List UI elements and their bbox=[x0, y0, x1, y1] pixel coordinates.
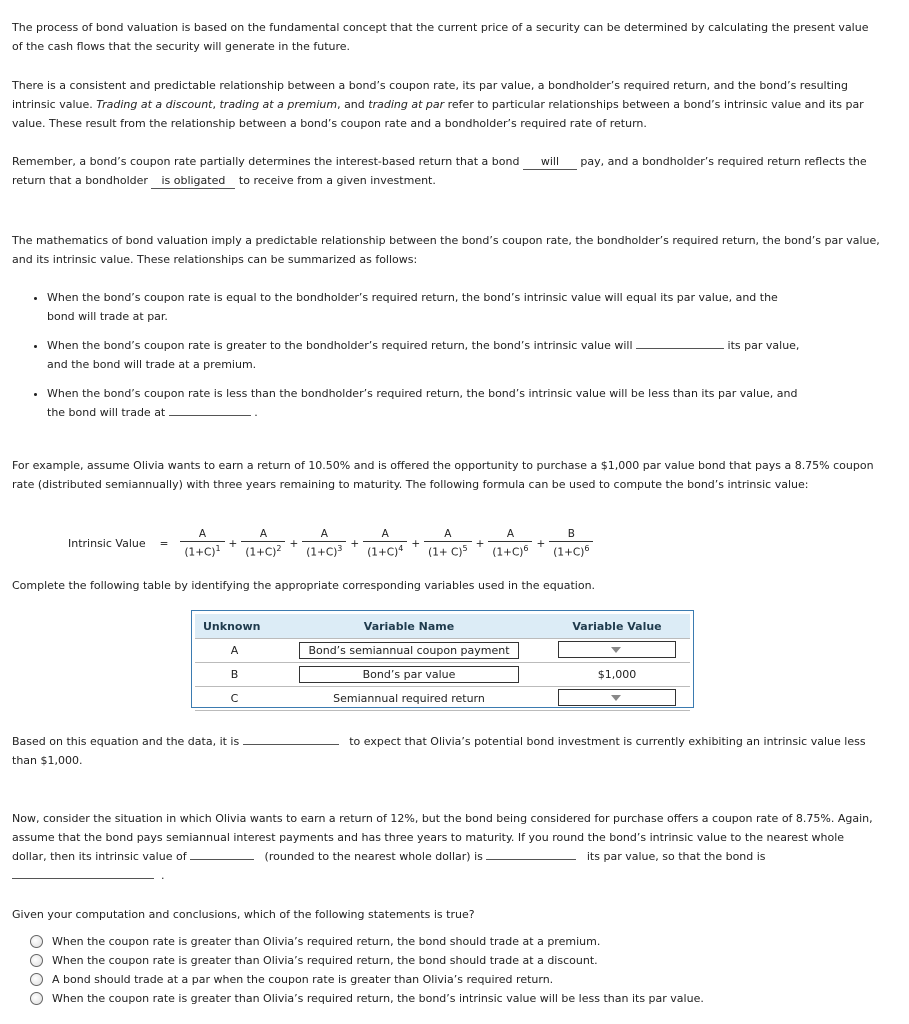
dropdown-arrow-icon bbox=[611, 647, 621, 653]
variable-value-dropdown[interactable] bbox=[558, 689, 676, 706]
comparison-dropdown[interactable] bbox=[486, 859, 576, 860]
complete-instruction: Complete the following table by identifying the appropriate corresponding variables used in the equation. bbox=[12, 579, 596, 592]
now-paragraph: Now, consider the situation in which Olivia wants to earn a return of 12%, but the bond being considered for purchase offers a coupon rate of 8.75%. Again, assume that the bond pays semiannual interest payments and has three years to maturity. If you round the bond’s intrinsic value to the nearest whole dollar, then its intrinsic value of (rounded to the nearest whole dollar) is its par value, so that the bond is . bbox=[12, 812, 873, 882]
trading-status-dropdown[interactable] bbox=[12, 878, 154, 879]
option-2[interactable]: When the coupon rate is greater than Olivia’s required return, the bond should trade at a discount. bbox=[30, 951, 900, 970]
term-numerator: A bbox=[424, 528, 471, 542]
plus-sign: + bbox=[350, 537, 360, 550]
variable-name: Semiannual required return bbox=[274, 687, 544, 711]
header-unknown: Unknown bbox=[195, 614, 274, 639]
term-denominator: $(1+C)^1$ bbox=[184, 544, 221, 559]
intrinsic-value-dropdown[interactable] bbox=[190, 859, 254, 860]
plus-sign: + bbox=[228, 537, 238, 550]
term-numerator: A bbox=[302, 528, 346, 542]
radio-button[interactable] bbox=[30, 992, 43, 1005]
formula-term bbox=[243, 528, 283, 560]
term-numerator: A bbox=[180, 528, 224, 542]
remember-paragraph: Remember, a bond’s coupon rate partially determines the interest-based return that a bond will pay, and a bondholder’s required return reflects the return that a bondholder is obligated to receive from a given investment. bbox=[12, 155, 867, 187]
option-4[interactable]: When the coupon rate is greater than Olivia’s required return, the bond’s intrinsic value will be less than its par value. bbox=[30, 989, 900, 1008]
question-text: Given your computation and conclusions, which of the following statements is true? bbox=[12, 908, 475, 921]
term-denominator: $(1+C)^4$ bbox=[367, 544, 404, 559]
based-paragraph: Based on this equation and the data, it is to expect that Olivia’s potential bond investment is currently exhibiting an intrinsic value less than $1,000. bbox=[12, 735, 866, 767]
formula-term bbox=[182, 528, 222, 560]
term-denominator: $(1+ C)^5$ bbox=[428, 544, 468, 559]
variables-table bbox=[191, 610, 694, 708]
option-3[interactable]: A bond should trade at a par when the coupon rate is greater than Olivia’s required return. bbox=[30, 970, 900, 989]
relationship-paragraph: There is a consistent and predictable relationship between a bond’s coupon rate, its par value, a bondholder’s required return, and the bond’s resulting intrinsic value. Trading at a discount, trading at a premium, and trading at par refer to particular relationships between a bond’s intrinsic value and its par value. These result from the relationship between a bond’s coupon rate and a bondholder’s required rate of return. bbox=[12, 79, 864, 130]
variable-name-box[interactable]: Bond’s semiannual coupon payment bbox=[299, 642, 519, 659]
premium-dropdown[interactable] bbox=[636, 348, 724, 349]
term-numerator: A bbox=[241, 528, 285, 542]
bullet-par: • When the bond’s coupon rate is equal to the bondholder’s required return, the bond’s intrinsic value will equal its par value, and the bond will trade at par. bbox=[47, 288, 800, 326]
term-numerator: A bbox=[363, 528, 407, 542]
plus-sign: + bbox=[289, 537, 299, 550]
term-denominator: $(1+C)^6$ bbox=[492, 544, 529, 559]
will-dropdown[interactable]: will bbox=[523, 155, 577, 170]
formula-term bbox=[365, 528, 405, 560]
variable-name-box[interactable]: Bond’s par value bbox=[299, 666, 519, 683]
variable-value: $1,000 bbox=[544, 663, 690, 687]
radio-button[interactable] bbox=[30, 973, 43, 986]
term-denominator: $(1+C)^6$ bbox=[553, 544, 590, 559]
table-row: C Semiannual required return bbox=[195, 687, 690, 711]
intro-paragraph: The process of bond valuation is based on the fundamental concept that the current price of a security can be determined by calculating the present value of the cash flows that the security will generate in the future. bbox=[12, 21, 869, 53]
formula-term bbox=[304, 528, 344, 560]
plus-sign: + bbox=[411, 537, 421, 550]
dropdown-arrow-icon bbox=[611, 695, 621, 701]
answer-options bbox=[30, 932, 900, 1008]
plus-sign: + bbox=[475, 537, 485, 550]
formula-term bbox=[426, 528, 469, 560]
intrinsic-value-formula: Intrinsic Value = $\frac{A}{(1+C)^1}$ + $\frac{A}{(1+C)^2}$ + $\frac{A}{(1+C)^3}$ + $\frac{A}{(1+C)^4}$ + $\frac{A}{(1+ C)^5}$ + $\frac{A}{(1+C)^6}$ + $\frac{B}{(1+C)^6}$ bbox=[68, 528, 593, 560]
table-row: B Bond’s par value $1,000 bbox=[195, 663, 690, 687]
reasonable-dropdown[interactable] bbox=[243, 744, 339, 745]
term-denominator: $(1+C)^3$ bbox=[306, 544, 343, 559]
bullet-premium: • When the bond’s coupon rate is greater to the bondholder’s required return, the bond’s intrinsic value will its par value, and the bond will trade at a premium. bbox=[47, 336, 800, 374]
formula-terms bbox=[180, 528, 593, 560]
discount-dropdown[interactable] bbox=[169, 415, 251, 416]
term-denominator: $(1+C)^2$ bbox=[245, 544, 282, 559]
variable-value-dropdown[interactable] bbox=[558, 641, 676, 658]
plus-sign: + bbox=[536, 537, 546, 550]
relationship-list bbox=[0, 288, 800, 432]
formula-term bbox=[551, 528, 591, 560]
table-row: A Bond’s semiannual coupon payment bbox=[195, 639, 690, 663]
header-variable-value: Variable Value bbox=[544, 614, 690, 639]
example-paragraph: For example, assume Olivia wants to earn a return of 10.50% and is offered the opportunity to purchase a $1,000 par value bond that pays a 8.75% coupon rate (distributed semiannually) with three years remaining to maturity. The following formula can be used to compute the bond’s intrinsic value: bbox=[12, 459, 874, 491]
term-numerator: A bbox=[488, 528, 532, 542]
option-1[interactable]: When the coupon rate is greater than Olivia’s required return, the bond should trade at a premium. bbox=[30, 932, 900, 951]
formula-term bbox=[490, 528, 530, 560]
header-variable-name: Variable Name bbox=[274, 614, 544, 639]
obligated-dropdown[interactable]: is obligated bbox=[151, 174, 235, 189]
radio-button[interactable] bbox=[30, 935, 43, 948]
bullet-discount: • When the bond’s coupon rate is less than the bondholder’s required return, the bond’s intrinsic value will be less than its par value, and the bond will trade at . bbox=[47, 384, 800, 422]
term-numerator: B bbox=[549, 528, 593, 542]
radio-button[interactable] bbox=[30, 954, 43, 967]
mathematics-paragraph: The mathematics of bond valuation imply a predictable relationship between the bond’s coupon rate, the bondholder’s required return, the bond’s par value, and its intrinsic value. These relationships can be summarized as follows: bbox=[12, 234, 880, 266]
